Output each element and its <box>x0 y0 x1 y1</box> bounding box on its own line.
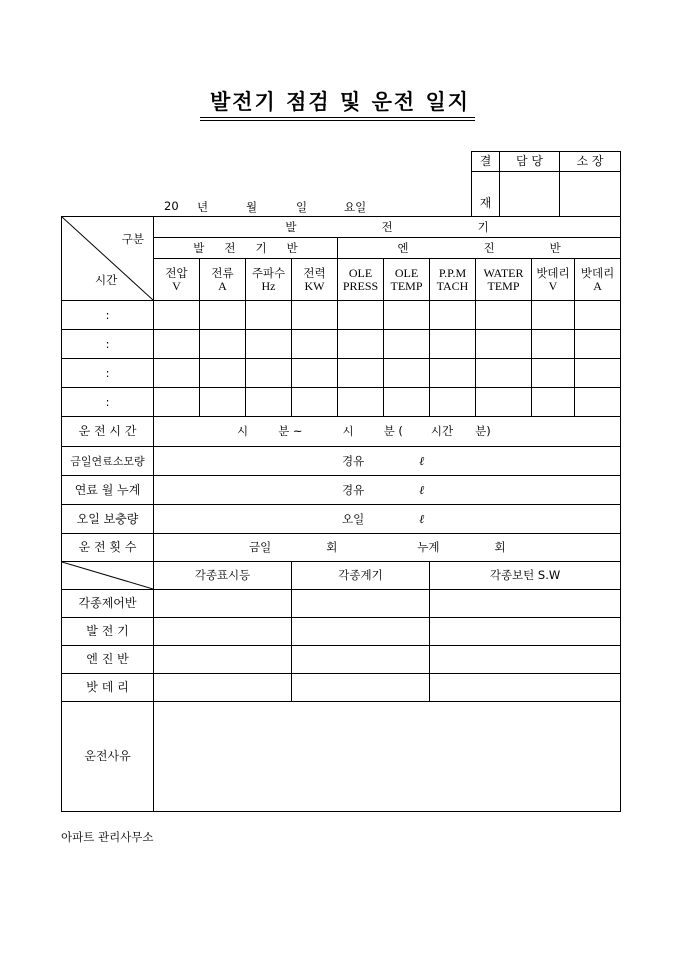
approval-damdang: 담 당 <box>500 152 560 172</box>
control-diagonal-cell <box>62 562 154 590</box>
data-cell[interactable] <box>430 359 476 388</box>
data-cell[interactable] <box>430 301 476 330</box>
data-cell[interactable] <box>575 388 621 417</box>
header-diagonal-cell <box>62 217 154 301</box>
data-cell[interactable] <box>338 388 384 417</box>
data-cell[interactable] <box>476 301 532 330</box>
control-header-buttons: 각종보턴 S.W <box>430 562 621 590</box>
time-row-label: : <box>62 388 154 417</box>
control-row-label: 엔 진 반 <box>62 646 154 674</box>
footer-office: 아파트 관리사무소 <box>61 830 154 844</box>
approval-jae: 재 <box>472 172 500 217</box>
data-cell[interactable] <box>384 301 430 330</box>
approval-gyeol: 결 <box>472 152 500 172</box>
data-cell[interactable] <box>532 301 575 330</box>
time-row-label: : <box>62 359 154 388</box>
diagonal-line <box>62 562 153 589</box>
reason-field[interactable] <box>154 702 621 812</box>
fuel-consumption-label: 금일연료소모량 <box>62 447 154 476</box>
data-cell[interactable] <box>200 301 246 330</box>
data-cell[interactable] <box>575 359 621 388</box>
approval-sojang: 소 장 <box>560 152 621 172</box>
data-cell[interactable] <box>246 330 292 359</box>
fuel-consumption-value[interactable]: 경유 ℓ <box>154 447 621 476</box>
date-month: 월 <box>246 200 258 214</box>
control-row-label: 각종제어반 <box>62 590 154 618</box>
col-ole-press: OLE PRESS <box>338 259 384 301</box>
control-cell[interactable] <box>430 646 621 674</box>
col-battery-a: 밧데리 A <box>575 259 621 301</box>
control-cell[interactable] <box>430 674 621 702</box>
control-cell[interactable] <box>430 618 621 646</box>
page-title: 발전기 점검 및 운전 일지 <box>209 89 471 114</box>
data-cell[interactable] <box>476 330 532 359</box>
data-cell[interactable] <box>575 330 621 359</box>
data-cell[interactable] <box>246 301 292 330</box>
data-cell[interactable] <box>200 330 246 359</box>
run-count-value[interactable]: 금일 회 누계 회 <box>154 534 621 562</box>
data-cell[interactable] <box>200 388 246 417</box>
control-cell[interactable] <box>154 646 292 674</box>
data-cell[interactable] <box>575 301 621 330</box>
reason-label: 운전사유 <box>62 702 154 812</box>
data-cell[interactable] <box>246 359 292 388</box>
data-cell[interactable] <box>338 301 384 330</box>
col-voltage: 전압 V <box>154 259 200 301</box>
control-cell[interactable] <box>292 590 430 618</box>
date-year: 년 <box>197 200 209 214</box>
control-cell[interactable] <box>154 590 292 618</box>
control-header-gauges: 각종계기 <box>292 562 430 590</box>
control-cell[interactable] <box>430 590 621 618</box>
data-cell[interactable] <box>532 330 575 359</box>
data-cell[interactable] <box>476 388 532 417</box>
time-row-label: : <box>62 330 154 359</box>
control-cell[interactable] <box>154 674 292 702</box>
data-cell[interactable] <box>430 330 476 359</box>
col-ppm-tach: P.P.M TACH <box>430 259 476 301</box>
data-cell[interactable] <box>200 359 246 388</box>
control-header-lamps: 각종표시등 <box>154 562 292 590</box>
data-cell[interactable] <box>338 359 384 388</box>
data-cell[interactable] <box>292 359 338 388</box>
operation-time-label: 운 전 시 간 <box>62 417 154 447</box>
data-cell[interactable] <box>292 301 338 330</box>
header-balgeon: 발 전 기 <box>154 217 621 238</box>
diagonal-line <box>62 217 153 300</box>
oil-refill-value[interactable]: 오일 ℓ <box>154 505 621 534</box>
control-cell[interactable] <box>292 674 430 702</box>
date-day: 일 <box>296 200 308 214</box>
col-battery-v: 밧데리 V <box>532 259 575 301</box>
header-sigan: 시간 <box>95 273 118 287</box>
approval-box <box>471 151 621 217</box>
data-cell[interactable] <box>384 330 430 359</box>
data-cell[interactable] <box>154 301 200 330</box>
data-cell[interactable] <box>532 359 575 388</box>
run-count-label: 운 전 횟 수 <box>62 534 154 562</box>
control-row-label: 밧 데 리 <box>62 674 154 702</box>
data-cell[interactable] <box>292 388 338 417</box>
approval-sign-damdang[interactable] <box>500 172 560 217</box>
data-cell[interactable] <box>532 388 575 417</box>
inspection-table <box>61 216 621 812</box>
header-gubun: 구분 <box>121 232 144 246</box>
fuel-total-value[interactable]: 경유 ℓ <box>154 476 621 505</box>
data-cell[interactable] <box>430 388 476 417</box>
data-cell[interactable] <box>154 330 200 359</box>
data-cell[interactable] <box>154 359 200 388</box>
control-cell[interactable] <box>292 646 430 674</box>
fuel-total-label: 연료 월 누계 <box>62 476 154 505</box>
approval-sign-sojang[interactable] <box>560 172 621 217</box>
data-cell[interactable] <box>154 388 200 417</box>
header-generator-panel: 발 전 기 반 <box>154 238 338 259</box>
col-frequency: 주파수 Hz <box>246 259 292 301</box>
operation-time-value[interactable]: 시 분 ~ 시 분 ( 시간 분) <box>154 417 621 447</box>
control-cell[interactable] <box>154 618 292 646</box>
data-cell[interactable] <box>292 330 338 359</box>
col-power: 전력 KW <box>292 259 338 301</box>
col-current: 전류 A <box>200 259 246 301</box>
time-row-label: : <box>62 301 154 330</box>
col-ole-temp: OLE TEMP <box>384 259 430 301</box>
data-cell[interactable] <box>384 359 430 388</box>
control-row-label: 발 전 기 <box>62 618 154 646</box>
col-water-temp: WATER TEMP <box>476 259 532 301</box>
data-cell[interactable] <box>384 388 430 417</box>
title-underline-2 <box>200 120 475 121</box>
date-year-prefix: 20 <box>164 199 179 213</box>
header-engine-panel: 엔 진 반 <box>338 238 621 259</box>
control-cell[interactable] <box>292 618 430 646</box>
date-weekday: 요일 <box>344 200 367 214</box>
data-cell[interactable] <box>338 330 384 359</box>
data-cell[interactable] <box>246 388 292 417</box>
title-underline-1 <box>200 117 475 118</box>
data-cell[interactable] <box>476 359 532 388</box>
oil-refill-label: 오일 보충량 <box>62 505 154 534</box>
